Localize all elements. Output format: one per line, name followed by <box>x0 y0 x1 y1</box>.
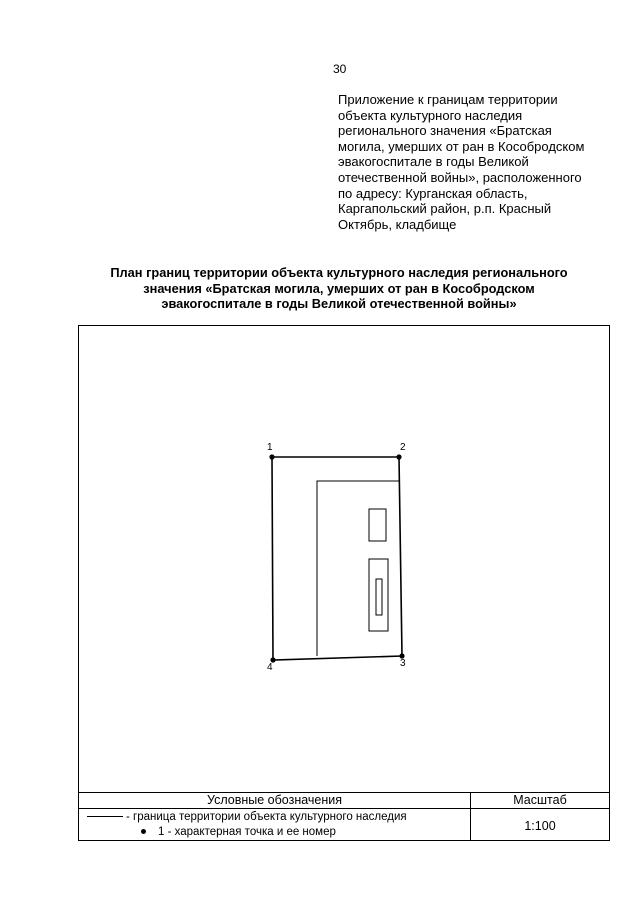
point-4-label: 4 <box>267 662 273 673</box>
point-1-label: 1 <box>267 442 273 453</box>
appendix-line: Приложение к границам территории <box>338 92 558 107</box>
appendix-line: отечественной войны», расположенного <box>338 169 582 185</box>
point-1-marker <box>269 454 274 459</box>
appendix-note <box>338 92 610 232</box>
legend-boundary-text: - граница территории объекта культурного наследия <box>126 811 407 823</box>
plan-frame <box>78 325 610 841</box>
boundary-line-symbol <box>87 816 123 817</box>
structure-lower <box>369 559 388 631</box>
legend-header: Условные обозначения <box>206 793 343 807</box>
legend-header-border <box>79 808 609 809</box>
appendix-line: Октябрь, кладбище <box>338 216 457 232</box>
plan-title <box>70 265 608 312</box>
appendix-line: регионального значения «Братская <box>338 123 552 139</box>
monument-inner <box>376 579 382 615</box>
appendix-line: объекта культурного наследия <box>338 107 523 123</box>
point-3-label: 3 <box>400 658 406 669</box>
point-2-label: 2 <box>400 442 406 453</box>
structure-upper <box>369 509 386 541</box>
point-dot-symbol <box>141 829 146 834</box>
scale-header: Масштаб <box>513 793 567 807</box>
appendix-line: могила, умерших от ран в Кособродском <box>338 138 585 154</box>
page-number: 30 <box>333 62 347 76</box>
plan-title-line: План границ территории объекта культурного наследия регионального <box>110 265 568 280</box>
boundary-drawing <box>79 326 609 791</box>
point-2-marker <box>396 454 401 459</box>
plan-title-line: эвакогоспитале в годы Великой отечественной войны» <box>161 296 517 311</box>
appendix-line: эвакогоспитале в годы Великой <box>338 154 529 170</box>
scale-value: 1:100 <box>524 819 556 833</box>
legend-boundary-item <box>87 811 407 824</box>
appendix-line: по адресу: Курганская область, <box>338 185 528 201</box>
legend-point-text: 1 - характерная точка и ее номер <box>158 826 336 838</box>
legend-point-item <box>141 826 336 839</box>
plan-title-line: значения «Братская могила, умерших от ран в Кособродском <box>143 280 535 296</box>
appendix-line: Каргапольский район, р.п. Красный <box>338 201 552 217</box>
